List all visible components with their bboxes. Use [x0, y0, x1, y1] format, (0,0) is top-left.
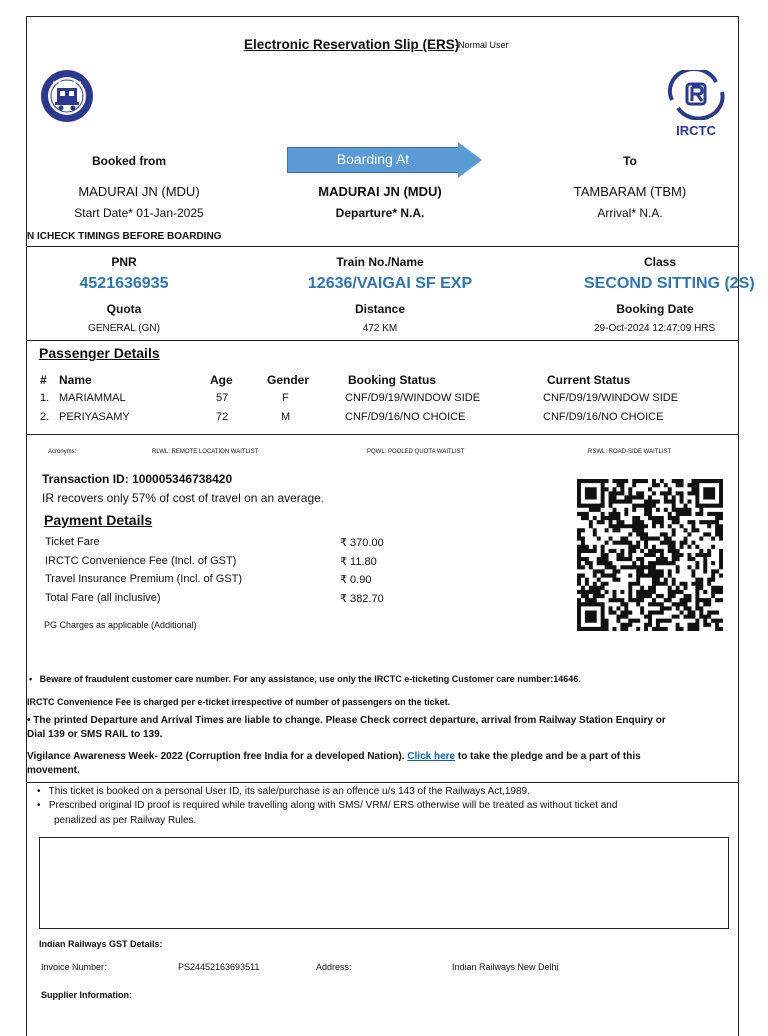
id-proof-notice-line2: penalized as per Railway Rules.: [54, 815, 197, 826]
payment-item-label: Total Fare (all inclusive): [45, 592, 161, 604]
start-date: Start Date* 01-Jan-2025: [74, 206, 204, 220]
divider: [27, 246, 739, 247]
train-label: Train No./Name: [336, 255, 424, 269]
pledge-link[interactable]: Click here: [407, 751, 456, 762]
from-station: MADURAI JN (MDU): [78, 184, 200, 199]
check-timings-note: N ICHECK TIMINGS BEFORE BOARDING: [27, 231, 222, 242]
passenger-header-age: Age: [210, 373, 233, 387]
payment-item-label: Travel Insurance Premium (Incl. of GST): [45, 573, 243, 585]
passenger-current-status: CNF/D9/19/WINDOW SIDE: [543, 392, 679, 404]
page-subtitle: -Normal User: [455, 40, 509, 50]
times-notice: • The printed Departure and Arrival Times are liable to change. Please Check correct departure, arrival from Railway Station Enquiry or: [27, 715, 666, 726]
vigilance-notice-line2: movement.: [27, 765, 80, 776]
irctc-logo-text: IRCTC: [676, 123, 716, 138]
passenger-booking-status: CNF/D9/16/NO CHOICE: [345, 411, 466, 423]
divider: [27, 340, 739, 341]
payment-item-label: Ticket Fare: [45, 536, 100, 548]
departure-time: Departure* N.A.: [335, 206, 425, 220]
address-label: Address:: [316, 962, 352, 972]
invoice-number: PS24452163693511: [178, 962, 260, 972]
invoice-label: Invoice Number:: [41, 962, 107, 972]
page-title: Electronic Reservation Slip (ERS): [244, 37, 460, 52]
personal-id-notice: • This ticket is booked on a personal User ID, its sale/purchase is an offence u/s 143 of the Railways Act,1989.: [37, 786, 530, 797]
passenger-age: 72: [216, 411, 229, 423]
to-label: To: [623, 154, 637, 168]
pnr-label: PNR: [111, 255, 137, 269]
passenger-name: MARIAMMAL: [59, 392, 126, 404]
passenger-header-booking-status: Booking Status: [348, 373, 437, 387]
convenience-fee-notice: IRCTC Convenience Fee is charged per e-ticket irrespective of number of passengers on the ticket.: [27, 697, 451, 707]
passenger-booking-status: CNF/D9/19/WINDOW SIDE: [345, 392, 481, 404]
id-proof-notice: • Prescribed original ID proof is required while travelling along with SMS/ VRM/ ERS otherwise will be treated as without ticket and: [37, 800, 618, 811]
supplier-label: Supplier Information:: [41, 990, 132, 1000]
distance-label: Distance: [354, 302, 406, 316]
distance-value: 472 KM: [362, 323, 398, 334]
passenger-num: 2.: [40, 411, 50, 423]
pnr-value: 4521636935: [79, 275, 169, 292]
advertisement-box: [39, 837, 729, 929]
booking-date-value: 29-Oct-2024 12:47:09 HRS: [594, 323, 716, 334]
acronym-rlwl: RLWL: REMOTE LOCATION WAITLIST: [152, 449, 259, 455]
fraud-notice: • Beware of fraudulent customer care number. For any assistance, use only the IRCTC e-ticketing Customer care number:14646.: [29, 674, 581, 684]
cost-recovery-note: IR recovers only 57% of cost of travel on an average.: [42, 491, 325, 505]
booking-date-label: Booking Date: [616, 302, 694, 316]
payment-section-title: Payment Details: [44, 512, 153, 528]
boarding-at-label: Boarding At: [336, 151, 410, 167]
passenger-num: 1.: [40, 392, 50, 404]
payment-item-value: ₹ 370.00: [340, 537, 384, 549]
payment-item-label: IRCTC Convenience Fee (Incl. of GST): [45, 555, 237, 567]
passenger-gender: M: [281, 411, 291, 423]
passenger-header-gender: Gender: [267, 373, 310, 387]
payment-item-value: ₹ 11.80: [340, 556, 377, 568]
class-value: SECOND SITTING (2S): [584, 275, 755, 292]
gst-title: Indian Railways GST Details:: [39, 939, 163, 949]
passenger-current-status: CNF/D9/16/NO CHOICE: [543, 411, 664, 423]
passenger-section-title: Passenger Details: [39, 345, 160, 361]
booked-from-label: Booked from: [91, 154, 166, 168]
class-label: Class: [643, 255, 677, 269]
address-value: Indian Railways New Delhi: [452, 962, 559, 972]
passenger-header-current-status: Current Status: [547, 373, 631, 387]
qr-code: [577, 479, 723, 631]
train-value: 12636/VAIGAI SF EXP: [307, 275, 473, 292]
times-notice-line2: Dial 139 or SMS RAIL to 139.: [27, 729, 163, 740]
quota-label: Quota: [106, 302, 142, 316]
acronym-pqwl: PQWL: POOLED QUOTA WAITLIST: [367, 449, 465, 455]
divider: [27, 434, 739, 435]
quota-value: GENERAL (GN): [88, 323, 160, 334]
boarding-arrow-head: [458, 142, 482, 178]
vigilance-notice: Vigilance Awareness Week- 2022 (Corruption free India for a developed Nation). Click here to take the pledge and be a part of this: [27, 751, 641, 762]
acronym-rswl: RSWL: ROAD-SIDE WAITLIST: [588, 449, 672, 455]
passenger-age: 57: [216, 392, 229, 404]
to-station: TAMBARAM (TBM): [573, 184, 687, 199]
passenger-header-num: #: [40, 373, 47, 387]
irctc-logo: [664, 70, 728, 138]
indian-railways-logo: [39, 68, 95, 124]
payment-item-value: ₹ 382.70: [340, 593, 384, 605]
passenger-header-name: Name: [59, 373, 92, 387]
arrival-time: Arrival* N.A.: [597, 206, 663, 220]
divider: [27, 782, 739, 783]
pg-charges-note: PG Charges as applicable (Additional): [44, 620, 197, 630]
acronyms-label: Acronyms:: [48, 449, 77, 455]
passenger-gender: F: [282, 392, 289, 404]
payment-item-value: ₹ 0.90: [340, 574, 372, 586]
transaction-id: Transaction ID: 100005346738420: [42, 472, 233, 486]
boarding-station: MADURAI JN (MDU): [318, 184, 442, 199]
passenger-name: PERIYASAMY: [59, 411, 130, 423]
